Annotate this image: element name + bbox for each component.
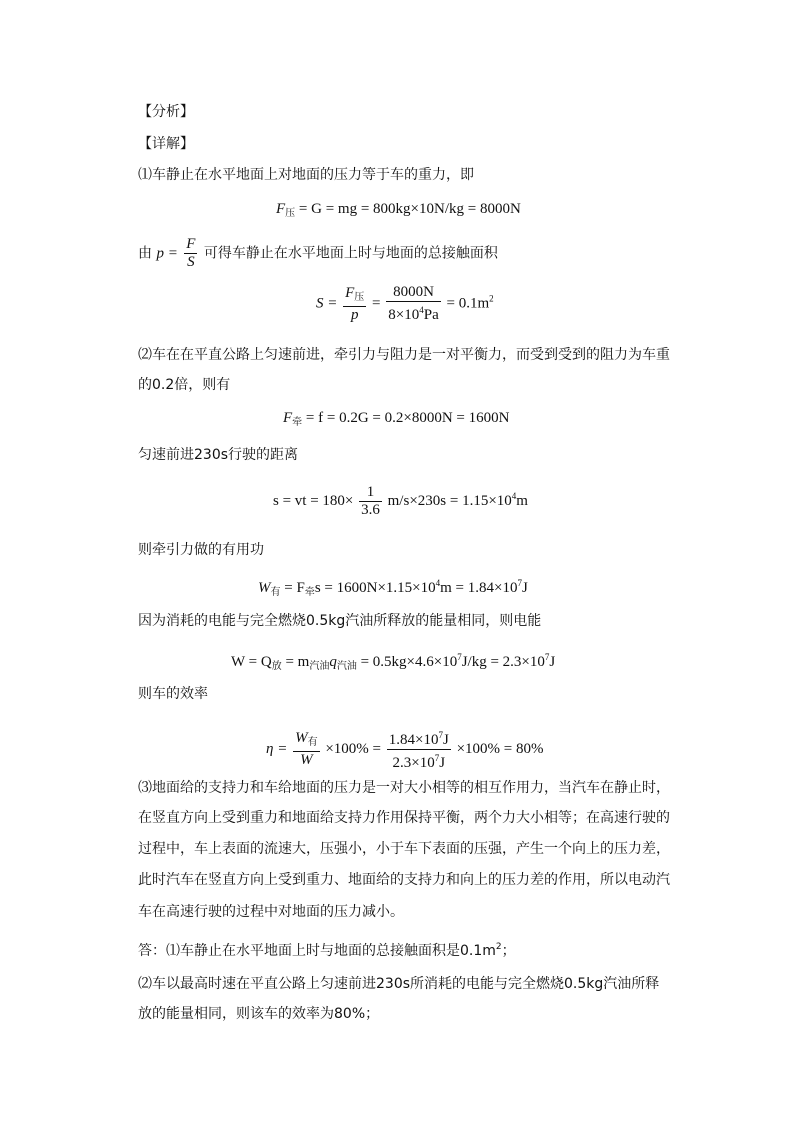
paragraph-1: ⑴车静止在水平地面上对地面的压力等于车的重力，即	[138, 167, 474, 183]
equation-contact-area: S = $\frac{F_压}{p}$ = $\frac{8000N}{8\times 10^4Pa}$ = $0.1m^2$	[316, 284, 494, 323]
answer-2-line-2: 放的能量相同，则该车的效率为80%；	[138, 1006, 380, 1022]
equation-efficiency: η = $\frac{W_有}{W}$ ×100% = $\frac{1.84\times 10^7J}{2.3\times 10^7J}$ ×100% = 80%	[266, 727, 543, 772]
equation-electric-energy: $W = Q_放 = m_{汽油}q_{汽油} = 0.5kg\times 4.6\times 10^7J/kg = 2.3\times 10^7J$	[231, 652, 556, 672]
answer-1: 答：⑴车静止在水平地面上时与地面的总接触面积是$0.1m^2$；	[138, 942, 516, 959]
paragraph-5: 匀速前进230s行驶的距离	[138, 447, 299, 463]
equation-distance: s = vt = 180× $\frac{1}{3.6}$ $m/s\times 230s = 1.15\times 10^4m$	[273, 484, 528, 518]
paragraph-11: 过程中，车上表面的流速大，压强小，小于车下表面的压强，产生一个向上的压力差，	[138, 841, 670, 857]
paragraph-4: 的0.2倍，则有	[138, 377, 231, 393]
equation-useful-work: $W_有 = F_牵s = 1600N\times 1.15\times 10^4m = 1.84\times 10^7J$	[258, 578, 528, 598]
paragraph-3: ⑵车在在平直公路上匀速前进，牵引力与阻力是一对平衡力，而受到受到的阻力为车重	[138, 347, 670, 363]
paragraph-2: 由 p = $\frac{F}{S}$ 可得车静止在水平地面上时与地面的总接触面积	[138, 236, 498, 270]
paragraph-10: 在竖直方向上受到重力和地面给支持力作用保持平衡，两个力大小相等；在高速行驶的	[138, 810, 670, 826]
paragraph-13: 车在高速行驶的过程中对地面的压力减小。	[138, 904, 404, 920]
paragraph-7: 因为消耗的电能与完全燃烧0.5kg汽油所释放的能量相同，则电能	[138, 613, 542, 629]
paragraph-6: 则牵引力做的有用功	[138, 542, 264, 558]
paragraph-12: 此时汽车在竖直方向上受到重力、地面给的支持力和向上的压力差的作用，所以电动汽	[138, 872, 670, 888]
equation-pressure-force: $F_压 = G$ = mg = 800kg×10N/kg = 8000N	[276, 201, 521, 219]
answer-2-line-1: ⑵车以最高时速在平直公路上匀速前进230s所消耗的电能与完全燃烧0.5kg汽油所释	[138, 976, 660, 992]
analysis-heading: 【分析】	[138, 104, 194, 120]
equation-traction: $F_牵 = f = 0.2G = 0.2\times 8000N = 1600N$	[283, 410, 510, 428]
paragraph-8: 则车的效率	[138, 686, 208, 702]
paragraph-9: ⑶地面给的支持力和车给地面的压力是一对大小相等的相互作用力，当汽车在静止时，	[138, 780, 670, 796]
detail-heading: 【详解】	[138, 136, 194, 152]
